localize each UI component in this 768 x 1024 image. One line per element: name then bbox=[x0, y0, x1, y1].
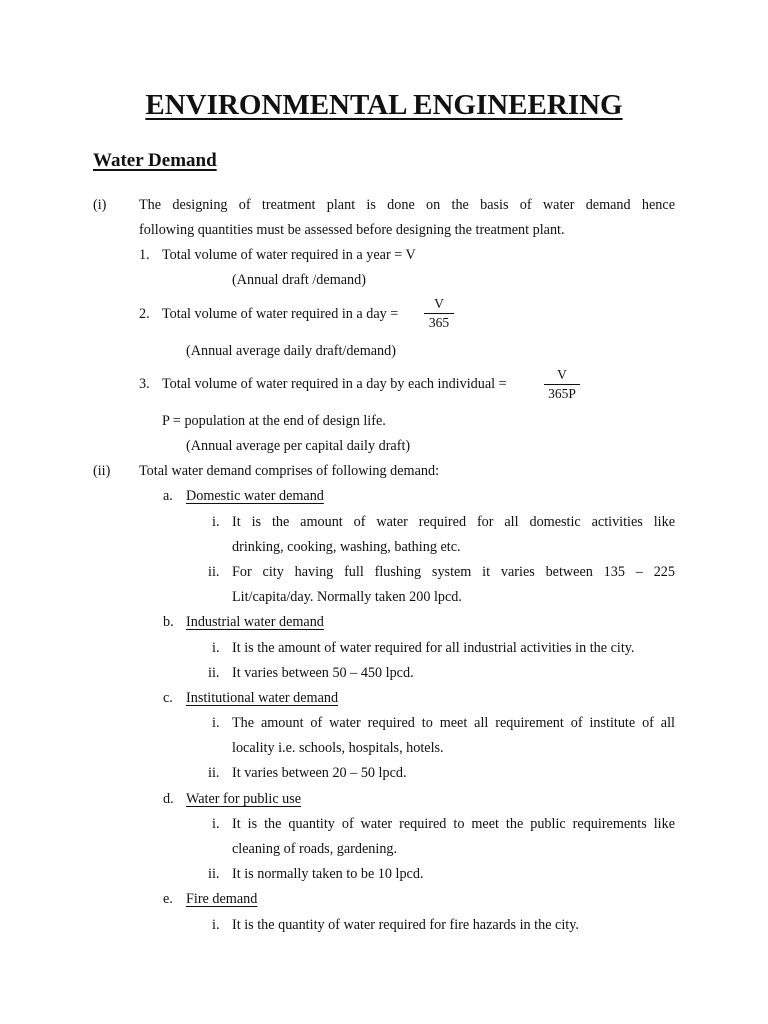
demand-a-ii-line2: Lit/capita/day. Normally taken 200 lpcd. bbox=[232, 589, 462, 605]
demand-a-letter: a. bbox=[163, 488, 173, 504]
demand-c-i-num: i. bbox=[212, 715, 220, 731]
part-i-line2: following quantities must be assessed before designing the treatment plant. bbox=[139, 222, 565, 238]
demand-c-i-line2: locality i.e. schools, hospitals, hotels. bbox=[232, 740, 444, 756]
demand-a-i-line2: drinking, cooking, washing, bathing etc. bbox=[232, 539, 461, 555]
item2-fraction bbox=[424, 296, 454, 331]
demand-a-ii-line1: For city having full flushing system it varies between 135 – 225 bbox=[232, 564, 675, 580]
demand-a-i-line1: It is the amount of water required for all domestic activities like bbox=[232, 514, 675, 530]
demand-e-heading: Fire demand bbox=[186, 891, 258, 907]
demand-d-i-line2: cleaning of roads, gardening. bbox=[232, 841, 398, 857]
demand-d-ii-text: It is normally taken to be 10 lpcd. bbox=[232, 866, 424, 882]
item2-text: Total volume of water required in a day = bbox=[162, 306, 399, 322]
demand-c-ii-num: ii. bbox=[208, 765, 220, 781]
part-i-marker: (i) bbox=[93, 197, 107, 213]
demand-b-i-num: i. bbox=[212, 640, 220, 656]
item3-p-definition: P = population at the end of design life. bbox=[162, 413, 386, 429]
demand-d-ii-num: ii. bbox=[208, 866, 220, 882]
demand-b-letter: b. bbox=[163, 614, 174, 630]
item2-number: 2. bbox=[139, 306, 150, 322]
demand-c-heading: Institutional water demand bbox=[186, 690, 339, 706]
part-i-line1: The designing of treatment plant is done on the basis of water demand hence bbox=[139, 197, 675, 213]
demand-a-ii-num: ii. bbox=[208, 564, 220, 580]
part-ii-marker: (ii) bbox=[93, 463, 111, 479]
demand-b-heading: Industrial water demand bbox=[186, 614, 324, 630]
demand-d-i-line1: It is the quantity of water required to meet the public requirements like bbox=[232, 816, 675, 832]
item2-denominator: 365 bbox=[428, 315, 450, 330]
demand-c-i-line1: The amount of water required to meet all requirement of institute of all bbox=[232, 715, 675, 731]
item3-text: Total volume of water required in a day by each individual = bbox=[162, 376, 507, 392]
item3-fraction bbox=[544, 367, 580, 402]
item3-note: (Annual average per capital daily draft) bbox=[186, 438, 411, 454]
demand-d-heading: Water for public use bbox=[186, 791, 302, 807]
demand-b-ii-num: ii. bbox=[208, 665, 220, 681]
item1-note: (Annual draft /demand) bbox=[232, 272, 366, 288]
demand-b-i-text: It is the amount of water required for all industrial activities in the city. bbox=[232, 640, 635, 656]
page-title bbox=[0, 88, 768, 122]
item1-number: 1. bbox=[139, 247, 150, 263]
part-ii-intro: Total water demand comprises of following demand: bbox=[139, 463, 440, 479]
demand-c-ii-text: It varies between 20 – 50 lpcd. bbox=[232, 765, 407, 781]
demand-d-i-num: i. bbox=[212, 816, 220, 832]
demand-e-i-text: It is the quantity of water required for fire hazards in the city. bbox=[232, 917, 579, 933]
fraction-bar bbox=[424, 313, 454, 314]
demand-b-ii-text: It varies between 50 – 450 lpcd. bbox=[232, 665, 414, 681]
item2-note: (Annual average daily draft/demand) bbox=[186, 343, 396, 359]
demand-e-i-num: i. bbox=[212, 917, 220, 933]
item3-numerator: V bbox=[557, 367, 567, 382]
section-heading: Water Demand bbox=[93, 150, 217, 171]
demand-c-letter: c. bbox=[163, 690, 173, 706]
demand-d-letter: d. bbox=[163, 791, 174, 807]
demand-e-letter: e. bbox=[163, 891, 173, 907]
fraction-bar bbox=[544, 384, 580, 385]
page-title-text: ENVIRONMENTAL ENGINEERING bbox=[145, 89, 623, 121]
item2-numerator: V bbox=[434, 296, 444, 311]
demand-a-i-num: i. bbox=[212, 514, 220, 530]
item1-text: Total volume of water required in a year = V bbox=[162, 247, 416, 263]
demand-a-heading: Domestic water demand bbox=[186, 488, 324, 504]
item3-denominator: 365P bbox=[548, 386, 576, 401]
item3-number: 3. bbox=[139, 376, 150, 392]
